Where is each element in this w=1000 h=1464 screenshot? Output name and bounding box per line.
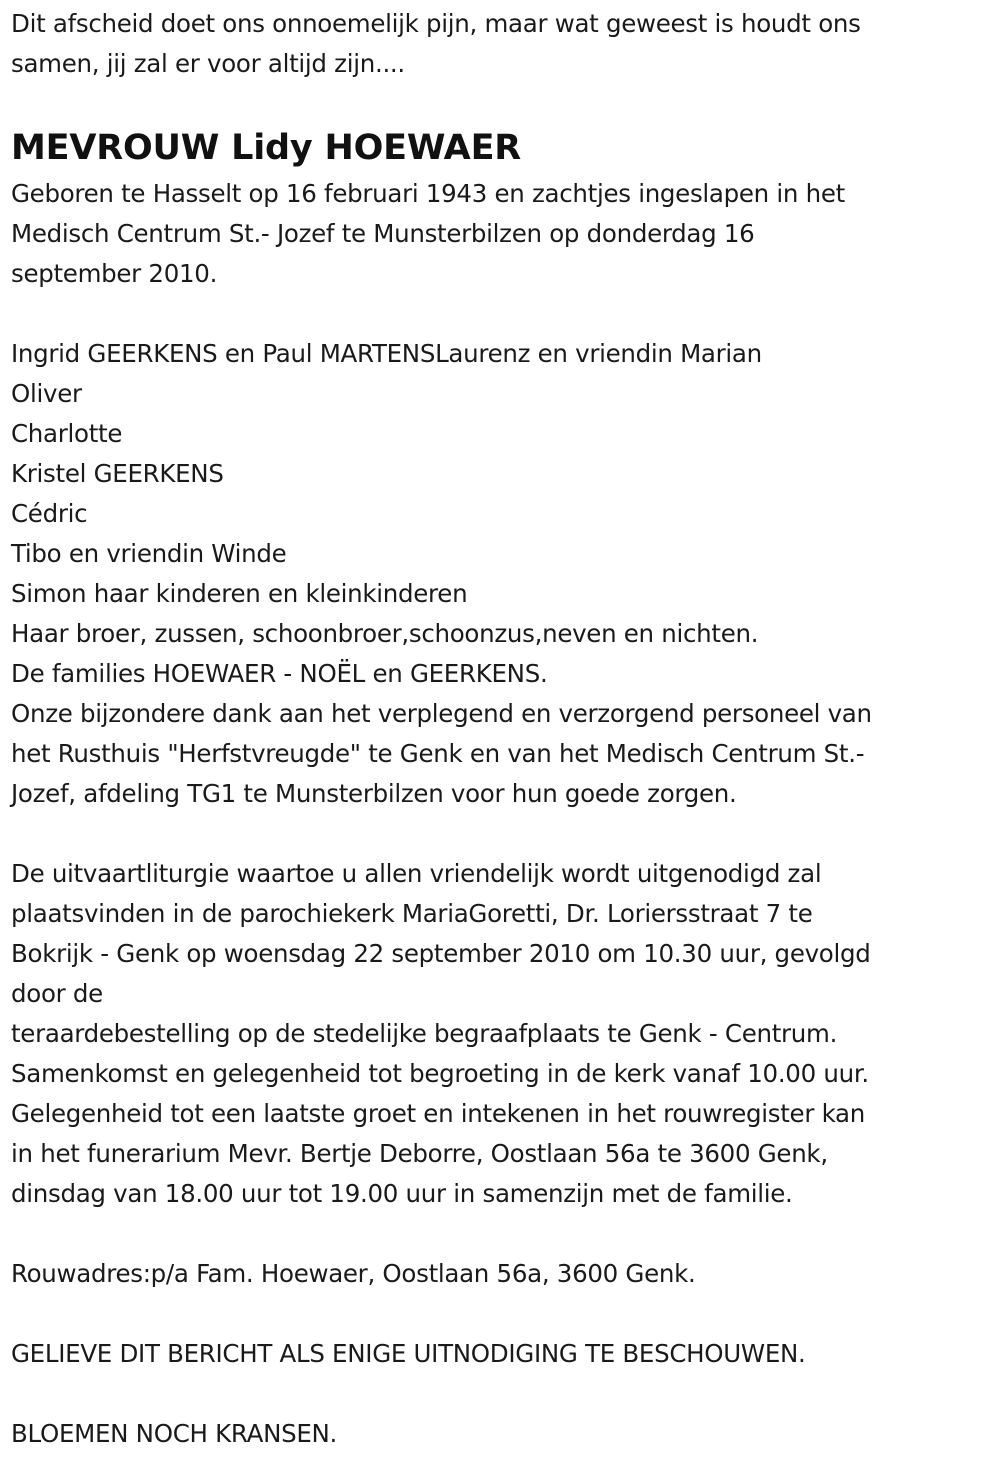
family-line: Kristel GEERKENS bbox=[11, 459, 224, 488]
flowers-notice: BLOEMEN NOCH KRANSEN. bbox=[11, 1419, 338, 1448]
intro-line: samen, jij zal er voor altijd zijn.... bbox=[11, 49, 405, 78]
ceremony-line: in het funerarium Mevr. Bertje Deborre, Oostlaan 56a te 3600 Genk, bbox=[11, 1139, 828, 1168]
family-line: Haar broer, zussen, schoonbroer,schoonzus,neven en nichten. bbox=[11, 619, 759, 648]
spacer bbox=[11, 1294, 986, 1334]
family-line: Onze bijzondere dank aan het verplegend en verzorgend personeel van bbox=[11, 699, 872, 728]
mourning-address: Rouwadres:p/a Fam. Hoewaer, Oostlaan 56a, 3600 Genk. bbox=[11, 1259, 696, 1288]
spacer bbox=[11, 1214, 986, 1254]
family-line: het Rusthuis "Herfstvreugde" te Genk en van het Medisch Centrum St.- bbox=[11, 739, 865, 768]
family-line: Oliver bbox=[11, 379, 82, 408]
intro-paragraph bbox=[11, 4, 986, 84]
birth-line: Medisch Centrum St.- Jozef te Munsterbilzen op donderdag 16 bbox=[11, 219, 755, 248]
family-paragraph bbox=[11, 334, 986, 814]
birth-line: september 2010. bbox=[11, 259, 218, 288]
ceremony-line: Bokrijk - Genk op woensdag 22 september 2010 om 10.30 uur, gevolgd bbox=[11, 939, 871, 968]
intro-line: Dit afscheid doet ons onnoemelijk pijn, maar wat geweest is houdt ons bbox=[11, 9, 861, 38]
ceremony-line: door de bbox=[11, 979, 103, 1008]
ceremony-line: dinsdag van 18.00 uur tot 19.00 uur in samenzijn met de familie. bbox=[11, 1179, 793, 1208]
family-line: Cédric bbox=[11, 499, 88, 528]
birth-paragraph bbox=[11, 174, 986, 294]
family-line: Charlotte bbox=[11, 419, 123, 448]
obituary-document bbox=[11, 4, 986, 1454]
family-line: Jozef, afdeling TG1 te Munsterbilzen voor hun goede zorgen. bbox=[11, 779, 737, 808]
spacer bbox=[11, 1374, 986, 1414]
invitation-notice: GELIEVE DIT BERICHT ALS ENIGE UITNODIGING TE BESCHOUWEN. bbox=[11, 1339, 806, 1368]
birth-line: Geboren te Hasselt op 16 februari 1943 en zachtjes ingeslapen in het bbox=[11, 179, 845, 208]
ceremony-line: plaatsvinden in de parochiekerk MariaGoretti, Dr. Loriersstraat 7 te bbox=[11, 899, 813, 928]
ceremony-line: teraardebestelling op de stedelijke begraafplaats te Genk - Centrum. bbox=[11, 1019, 838, 1048]
ceremony-line: Gelegenheid tot een laatste groet en intekenen in het rouwregister kan bbox=[11, 1099, 865, 1128]
family-line: Simon haar kinderen en kleinkinderen bbox=[11, 579, 468, 608]
family-line: Ingrid GEERKENS en Paul MARTENSLaurenz en vriendin Marian bbox=[11, 339, 762, 368]
ceremony-line: De uitvaartliturgie waartoe u allen vriendelijk wordt uitgenodigd zal bbox=[11, 859, 822, 888]
family-line: Tibo en vriendin Winde bbox=[11, 539, 287, 568]
family-line: De families HOEWAER - NOËL en GEERKENS. bbox=[11, 659, 548, 688]
ceremony-paragraph bbox=[11, 854, 986, 1214]
spacer bbox=[11, 814, 986, 854]
ceremony-line: Samenkomst en gelegenheid tot begroeting in de kerk vanaf 10.00 uur. bbox=[11, 1059, 869, 1088]
deceased-name-title: MEVROUW Lidy HOEWAER bbox=[11, 128, 522, 168]
spacer bbox=[11, 294, 986, 334]
